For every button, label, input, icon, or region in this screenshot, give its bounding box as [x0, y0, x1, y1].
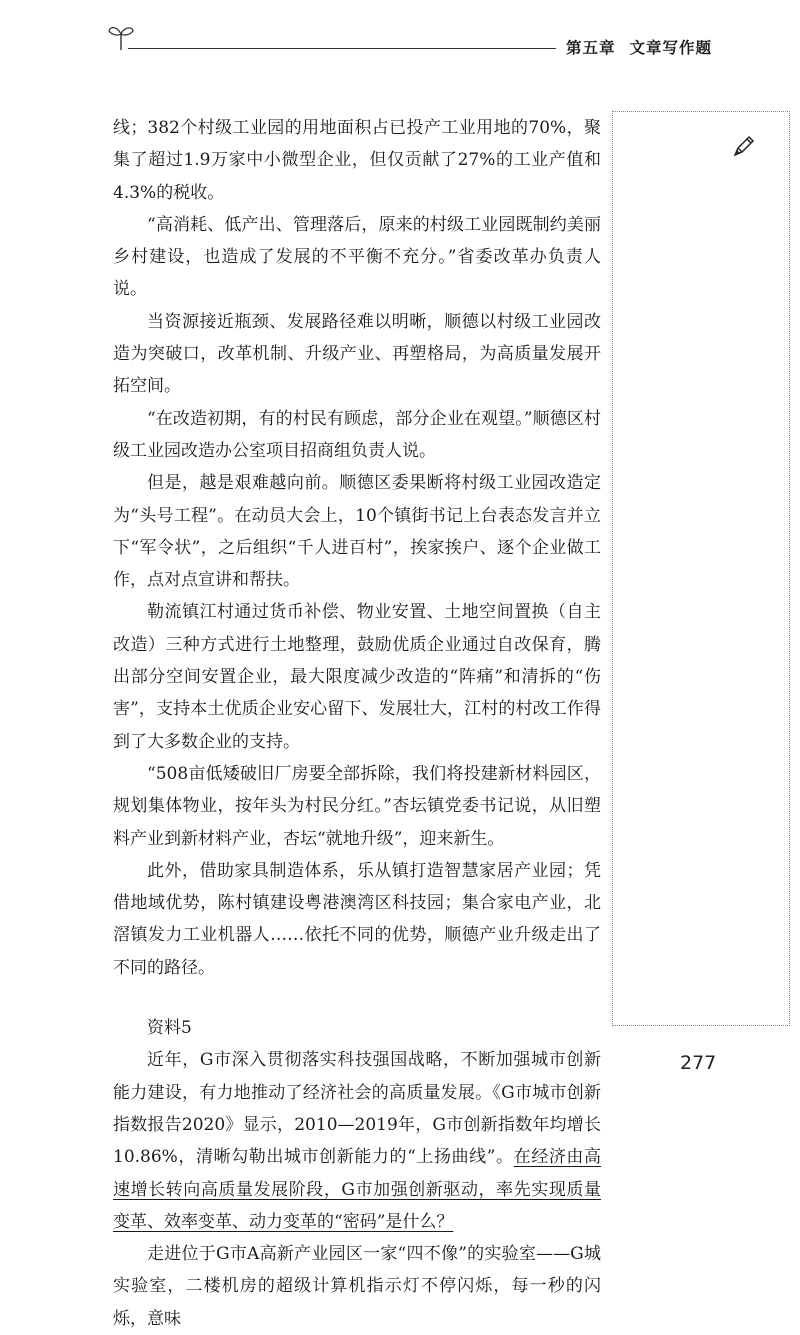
header-rule [128, 48, 556, 49]
section-label: 资料5 [147, 1018, 192, 1039]
underlined-question: 在经济由高速增长转向高质量发展阶段，G市加强创新驱动，率先实现质量变革、效率变革、动力变革的“密码”是什么？ [113, 1147, 602, 1232]
paragraph-9-text: 近年，G市深入贯彻落实科技强国战略，不断加强城市创新能力建设，有力地推动了经济社会的高质量发展。《G市城市创新指数报告2020》显示，2010—2019年，G市创新指数年均增长10.86%，清晰勾勒出城市创新能力的“上扬曲线”。 [113, 1050, 601, 1168]
paragraph-2: “高消耗、低产出、管理落后，原来的村级工业园既制约美丽乡村建设，也造成了发展的不平衡不充分。”省委改革办负责人说。 [113, 214, 601, 300]
paragraph-4: “在改造初期，有的村民有顾虑，部分企业在观望。”顺德区村级工业园改造办公室项目招商组负责人说。 [113, 408, 601, 461]
paragraph-8: 此外，借助家具制造体系，乐从镇打造智慧家居产业园；凭借地域优势，陈村镇建设粤港澳湾区科技园；集合家电产业，北滘镇发力工业机器人……依托不同的优势，顺德产业升级走出了不同的路径。 [113, 860, 601, 978]
body-text [113, 112, 601, 1335]
page-header [0, 0, 800, 80]
paragraph-3: 当资源接近瓶颈、发展路径难以明晰，顺德以村级工业园改造为突破口，改革机制、升级产业、再塑格局，为高质量发展开拓空间。 [113, 311, 601, 397]
paragraph-1: 线；382个村级工业园的用地面积占已投产工业用地的70%，聚集了超过1.9万家中小微型企业，但仅贡献了27%的工业产值和4.3%的税收。 [113, 118, 601, 203]
paragraph-5: 但是，越是艰难越向前。顺德区委果断将村级工业园改造定为“头号工程”。在动员大会上，10个镇街书记上台表态发言并立下“军令状”，之后组织“千人进百村”，挨家挨户、逐个企业做工作，点对点宣讲和帮扶。 [113, 473, 601, 591]
pencil-icon [732, 134, 756, 158]
notes-margin-box [612, 111, 790, 1026]
chapter-title: 文章写作题 [629, 39, 713, 57]
page-number: 277 [680, 1052, 717, 1074]
paragraph-7: “508亩低矮破旧厂房要全部拆除，我们将投建新材料园区，规划集体物业，按年头为村民分红。”杏坛镇党委书记说，从旧塑料产业到新材料产业，杏坛“就地升级”，迎来新生。 [113, 763, 601, 849]
chapter-heading [566, 36, 712, 58]
chapter-number: 第五章 [566, 39, 616, 57]
paragraph-10: 走进位于G市A高新产业园区一家“四不像”的实验室——G城实验室，二楼机房的超级计算机指示灯不停闪烁，每一秒的闪烁，意味 [113, 1244, 601, 1329]
paragraph-9 [113, 1044, 601, 1238]
paragraph-6: 勒流镇江村通过货币补偿、物业安置、土地空间置换（自主改造）三种方式进行土地整理，鼓励优质企业通过自改保育，腾出部分空间安置企业，最大限度减少改造的“阵痛”和清拆的“伤害”，支持本土优质企业安心留下、发展壮大，江村的村改工作得到了大多数企业的支持。 [113, 602, 601, 752]
